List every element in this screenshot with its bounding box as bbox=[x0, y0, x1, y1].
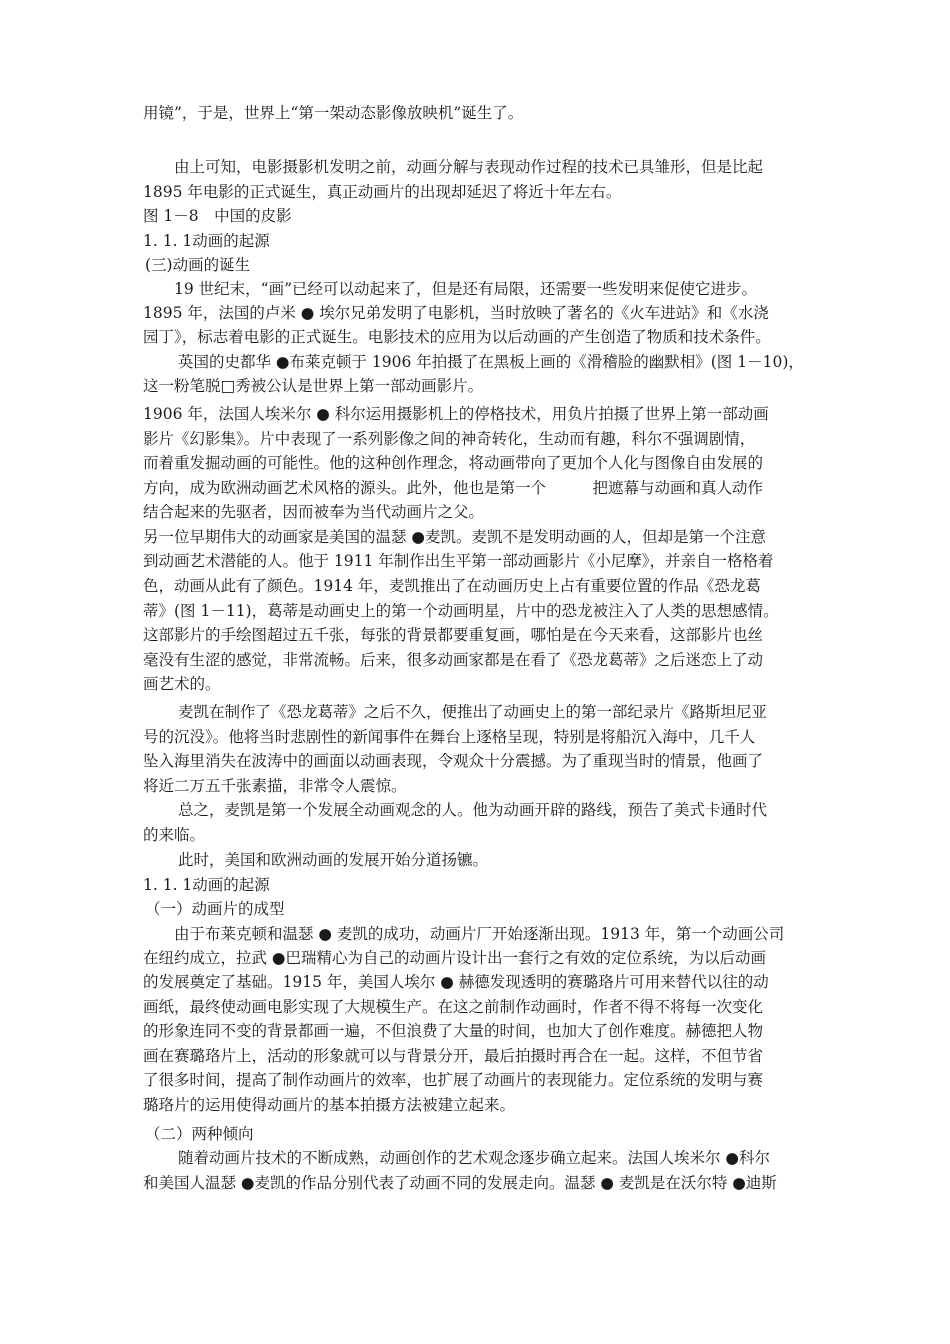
text-line: 毫没有生涩的感觉，非常流畅。后来，很多动画家都是在看了《恐龙葛蒂》之后迷恋上了动 bbox=[143, 651, 764, 669]
text-line: 麦凯在制作了《恐龙葛蒂》之后不久，便推出了动画史上的第一部纪录片《路斯坦尼亚 bbox=[178, 703, 768, 721]
section-heading: 1. 1. 1动画的起源 bbox=[143, 232, 270, 250]
text-line: 1895 年，法国的卢米 ● 埃尔兄弟发明了电影机，当时放映了著名的《火车进站》和《水浇 bbox=[143, 304, 769, 322]
subsection-heading: （二）两种倾向 bbox=[145, 1125, 254, 1143]
text-line: 随着动画片技术的不断成熟，动画创作的艺术观念逐步确立起来。法国人埃米尔 ●科尔 bbox=[178, 1149, 770, 1167]
text-line: 和美国人温瑟 ●麦凯的作品分别代表了动画不同的发展走向。温瑟 ● 麦凯是在沃尔特 ●迪斯 bbox=[143, 1174, 777, 1192]
text-line: 这部影片的手绘图超过五千张，每张的背景都要重复画，哪怕是在今天来看，这部影片也丝 bbox=[143, 626, 764, 644]
subsection-heading: (三)动画的诞生 bbox=[145, 256, 251, 274]
text-line: 色，动画从此有了颜色。1914 年，麦凯推出了在动画历史上占有重要位置的作品《恐龙葛 bbox=[143, 577, 761, 595]
text-line: 1895 年电影的正式诞生，真正动画片的出现却延迟了将近十年左右。 bbox=[143, 183, 622, 201]
text-line: 用镜”，于是，世界上“第一架动态影像放映机”诞生了。 bbox=[143, 104, 524, 122]
text-line: 而着重发掘动画的可能性。他的这种创作理念，将动画带向了更加个人化与图像自由发展的 bbox=[143, 454, 764, 472]
text-line: 了很多时间，提高了制作动画片的效率，也扩展了动画片的表现能力。定位系统的发明与赛 bbox=[143, 1071, 764, 1089]
text-line: 影片《幻影集》。片中表现了一系列影像之间的神奇转化，生动而有趣，科尔不强调剧情， bbox=[143, 430, 756, 448]
text-line: 总之，麦凯是第一个发展全动画观念的人。他为动画开辟的路线，预告了美式卡通时代 bbox=[178, 801, 768, 819]
text-line: 英国的史都华 ●布莱克顿于 1906 年拍摄了在黑板上画的《滑稽脸的幽默相》(图 1－10)， bbox=[178, 353, 804, 371]
text-line: 19 世纪末，“画”已经可以动起来了，但是还有局限，还需要一些发明来促使它进步。 bbox=[174, 280, 758, 298]
text-line: 的形象连同不变的背景都画一遍，不但浪费了大量的时间，也加大了创作难度。赫德把人物 bbox=[143, 1022, 764, 1040]
text-line: 由于布莱克顿和温瑟 ● 麦凯的成功，动画片厂开始逐渐出现。1913 年，第一个动画公司 bbox=[174, 925, 785, 943]
text-line: 此时，美国和欧洲动画的发展开始分道扬镳。 bbox=[178, 851, 489, 869]
text-line: 这一粉笔脱□秀被公认是世界上第一部动画影片。 bbox=[143, 377, 484, 395]
text-line: 到动画艺术潜能的人。他于 1911 年制作出生平第一部动画影片《小尼摩》，并亲自一格格着 bbox=[143, 552, 774, 570]
text-line: 的发展奠定了基础。1915 年，美国人埃尔 ● 赫德发现透明的赛璐珞片可用来替代以往的动 bbox=[143, 973, 769, 991]
figure-caption: 图 1－8 中国的皮影 bbox=[143, 207, 292, 225]
text-line: 结合起来的先驱者，因而被奉为当代动画片之父。 bbox=[143, 503, 485, 521]
text-line: 在纽约成立，拉武 ●巴瑞精心为自己的动画片设计出一套行之有效的定位系统，为以后动画 bbox=[143, 949, 766, 967]
section-heading: 1. 1. 1动画的起源 bbox=[143, 876, 270, 894]
text-line: 坠入海里消失在波涛中的画面以动画表现，令观众十分震撼。为了重现当时的情景，他画了 bbox=[143, 752, 764, 770]
text-line: 画在赛璐珞片上，活动的形象就可以与背景分开，最后拍摄时再合在一起。这样，不但节省 bbox=[143, 1047, 764, 1065]
text-line: 画艺术的。 bbox=[143, 675, 221, 693]
text-line: 园丁》，标志着电影的正式诞生。电影技术的应用为以后动画的产生创造了物质和技术条件。 bbox=[143, 328, 771, 346]
text-line: 将近二万五千张素描，非常令人震惊。 bbox=[143, 777, 407, 795]
text-line: 的来临。 bbox=[143, 826, 206, 844]
text-line: 方向，成为欧洲动画艺术风格的源头。此外，他也是第一个 把遮幕与动画和真人动作 bbox=[143, 479, 764, 497]
text-line: 另一位早期伟大的动画家是美国的温瑟 ●麦凯。麦凯不是发明动画的人，但却是第一个注意 bbox=[143, 528, 766, 546]
text-line: 号的沉没》。他将当时悲剧性的新闻事件在舞台上逐格呈现，特别是将船沉入海中，几千人 bbox=[143, 728, 756, 746]
text-line: 蒂》(图 1－11)，葛蒂是动画史上的第一个动画明星，片中的恐龙被注入了人类的思想感情。 bbox=[143, 602, 779, 620]
text-line: 璐珞片的运用使得动画片的基本拍摄方法被建立起来。 bbox=[143, 1096, 516, 1114]
text-line: 1906 年，法国人埃米尔 ● 科尔运用摄影机上的停格技术，用负片拍摄了世界上第一部动画 bbox=[143, 405, 769, 423]
text-line: 由上可知，电影摄影机发明之前，动画分解与表现动作过程的技术已具雏形，但是比起 bbox=[174, 158, 764, 176]
subsection-heading: （一）动画片的成型 bbox=[145, 900, 285, 918]
text-line: 画纸，最终使动画电影实现了大规模生产。在这之前制作动画时，作者不得不将每一次变化 bbox=[143, 998, 764, 1016]
